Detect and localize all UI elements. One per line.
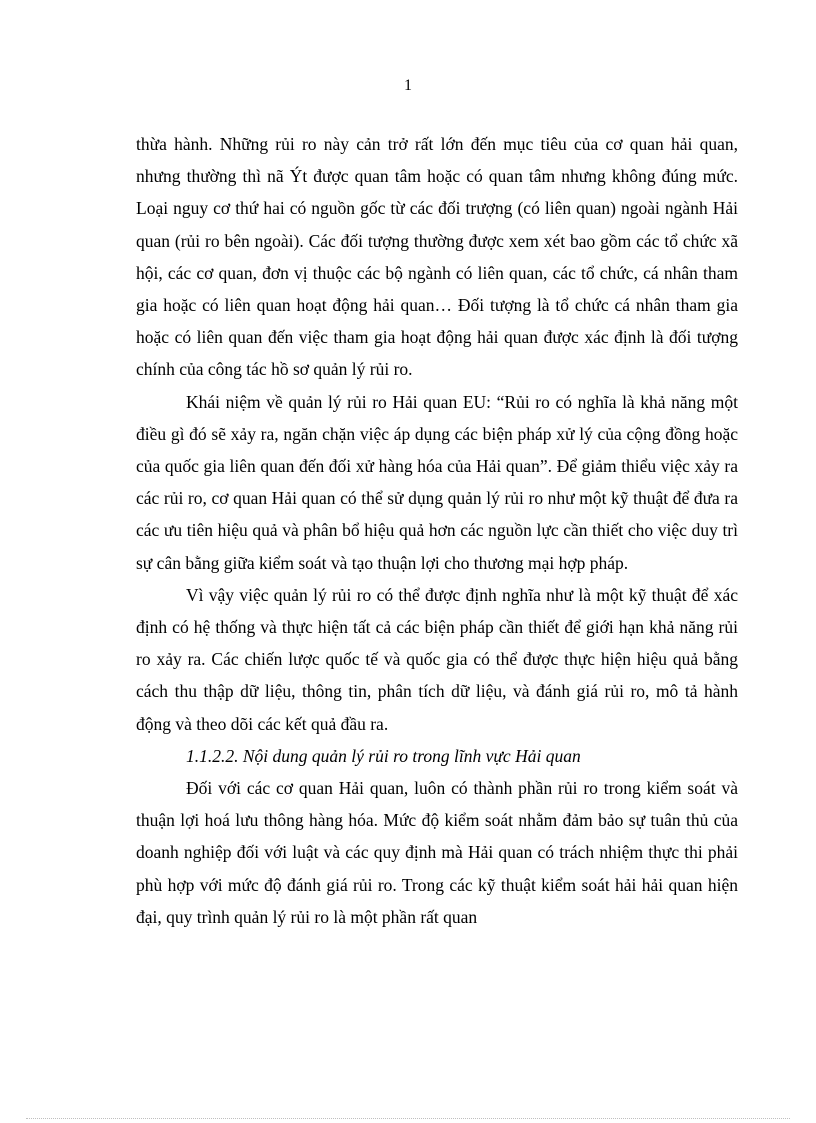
- document-body: [136, 128, 738, 933]
- paragraph-continuation: thừa hành. Những rủi ro này cản trở rất lớn đến mục tiêu của cơ quan hải quan, nhưng thường thì nã Ýt được quan tâm hoặc có quan tâm nhưng không đúng mức. Loại nguy cơ thứ hai có nguồn gốc từ các đối trượng (có liên quan) ngoài ngành Hải quan (rủi ro bên ngoài). Các đối tượng thường được xem xét bao gồm các tổ chức xã hội, các cơ quan, đơn vị thuộc các bộ ngành có liên quan, các tổ chức, cá nhân tham gia hoặc có liên quan hoạt động hải quan… Đối tượng là tổ chức cá nhân tham gia hoặc có liên quan đến việc tham gia hoạt động hải quan được xác định là đối tượng chính của công tác hồ sơ quản lý rủi ro.: [136, 134, 738, 380]
- paragraph-eu-risk-definition: Khái niệm về quản lý rủi ro Hải quan EU: “Rủi ro có nghĩa là khả năng một điều gì đó sẽ xảy ra, ngăn chặn việc áp dụng các biện pháp xử lý của cộng đồng hoặc của quốc gia liên quan đến đối xử hàng hóa của Hải quan”. Để giảm thiểu việc xảy ra các rủi ro, cơ quan Hải quan có thể sử dụng quản lý rủi ro như một kỹ thuật để đưa ra các ưu tiên hiệu quả và phân bổ hiệu quả hơn các nguồn lực cần thiết cho việc duy trì sự cân bằng giữa kiểm soát và tạo thuận lợi cho thương mại hợp pháp.: [136, 391, 738, 573]
- paragraph-risk-content: Đối với các cơ quan Hải quan, luôn có thành phần rủi ro trong kiểm soát và thuận lợi hoá lưu thông hàng hóa. Mức độ kiểm soát nhằm đảm bảo sự tuân thủ của doanh nghiệp đối với luật và các quy định mà Hải quan có trách nhiệm thực thi phải phù hợp với mức độ đánh giá rủi ro. Trong các kỹ thuật kiểm soát hải hải quan hiện đại, quy trình quản lý rủi ro là một phần rất quan: [136, 778, 738, 927]
- paragraph-risk-management-definition: Vì vậy việc quản lý rủi ro có thể được định nghĩa như là một kỹ thuật để xác định có hệ thống và thực hiện tất cả các biện pháp cần thiết để giới hạn khả năng rủi ro xảy ra. Các chiến lược quốc tế và quốc gia có thể được thực hiện hiệu quả bằng cách thu thập dữ liệu, thông tin, phân tích dữ liệu, và đánh giá rủi ro, mô tả hành động và theo dõi các kết quả đầu ra.: [136, 584, 738, 734]
- page-number: 1: [404, 77, 412, 94]
- page-bottom-divider: [26, 1118, 790, 1119]
- section-heading: 1.1.2.2. Nội dung quản lý rủi ro trong lĩnh vực Hải quan: [186, 745, 581, 766]
